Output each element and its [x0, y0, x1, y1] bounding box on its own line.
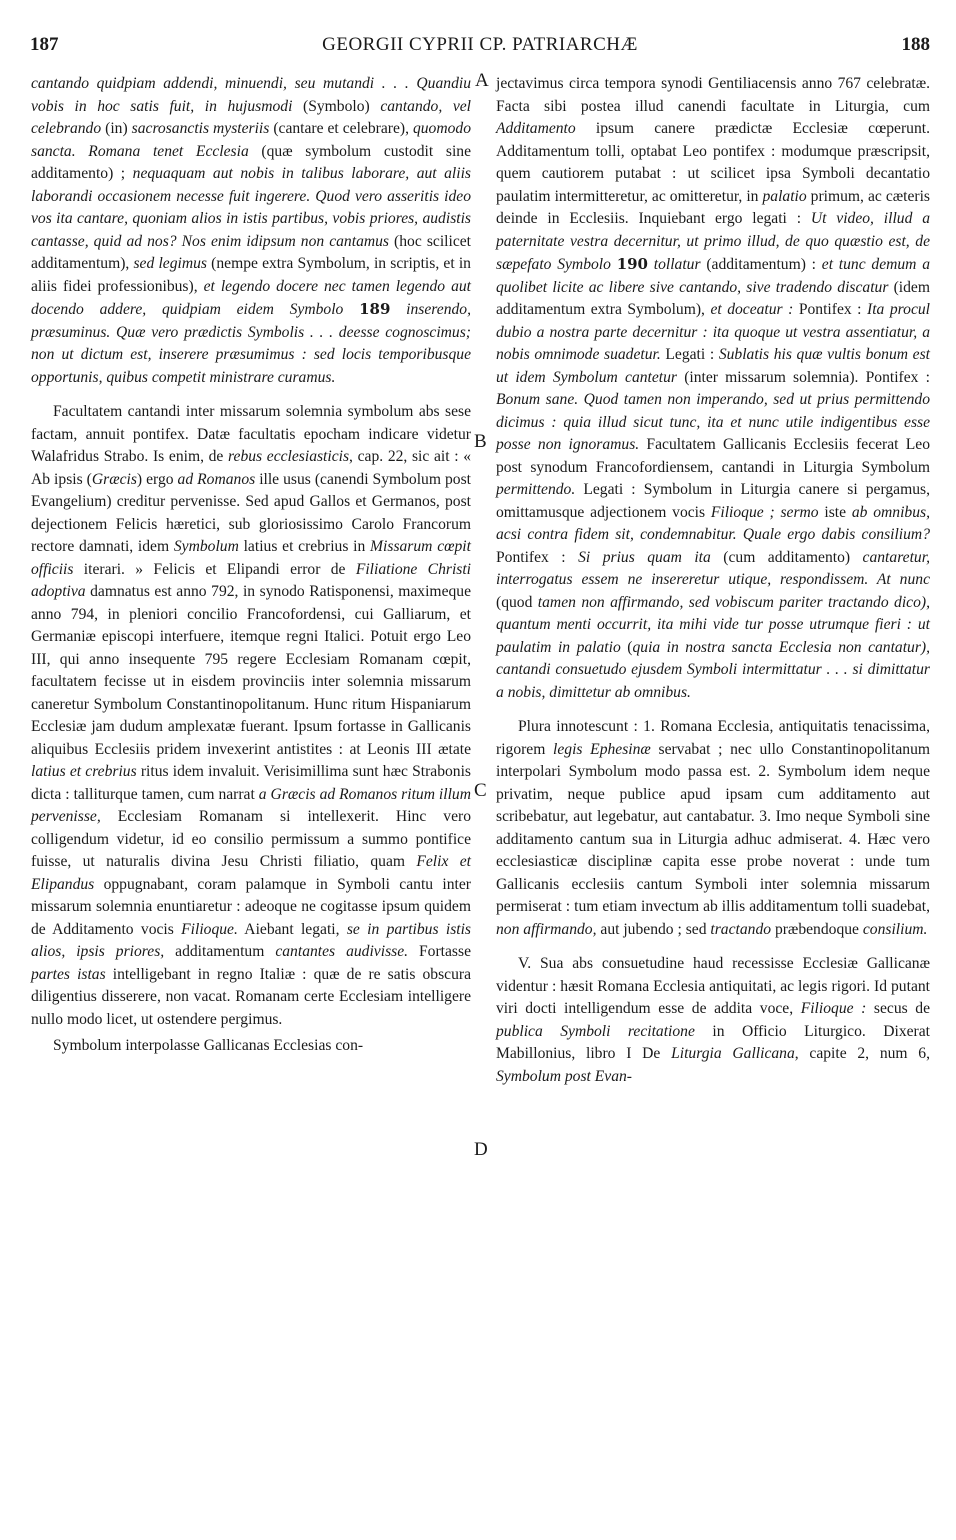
text-span: quia in nostra sancta Ecclesia non cantatur), cantandi consuetudo ejusdem Symboli intermittatur . . . si dimittatur a nobis, dimittetur ab omnibus. [496, 638, 931, 701]
text-span: et legendo docere nec tamen legendo aut docendo addere, quidpiam eidem Symbolo [31, 277, 471, 318]
text-span: (in) [101, 120, 132, 137]
text-span: in Officio Liturgico. Dixerat Mabillonius, libro I De [496, 1022, 930, 1062]
text-span: Plura innotescunt : 1. Romana Ecclesia, antiquitatis tenacissima, rigorem [496, 718, 930, 758]
text-span: (additamentum) : [700, 256, 822, 273]
running-title: GEORGII CYPRII CP. PATRIARCHÆ [322, 34, 638, 55]
text-span: Pontifex : [793, 301, 868, 318]
margin-marker-b: B [474, 431, 487, 452]
text-span: tamen non affirmando, sed vobiscum pariter tractando dico), quantum menti occurrit, ita mihi vide tur posse utrumque fieri : ut paulatim in palatio [496, 593, 930, 656]
text-span: primum, ac cæteris deinde in Ecclesiis. Inquiebant ergo legati : [496, 187, 930, 227]
text-span: iste [818, 503, 852, 521]
text-span: Missarum cœpit officiis [31, 538, 471, 578]
text-span: ab omnibus, acsi contra fidem sit, condemnabitur. Quale ergo dabis consilium? [496, 503, 930, 543]
right-paragraph-2 [496, 716, 930, 941]
text-span: ) ergo [136, 470, 178, 488]
text-span: Facultatem Gallicanis Ecclesiis fecerat Leo post synodum Francofordiensem, cantandi in Liturgia Symbolum [496, 436, 930, 476]
page-number-left: 187 [30, 34, 59, 55]
text-span: , capite 2, num 6, [794, 1045, 930, 1062]
text-span: Filiatione Christi adoptiva [31, 560, 472, 600]
text-span: , cap. 22, sic ait : « Ab ipsis ( [31, 448, 472, 488]
text-span: nequaquam aut nobis in talibus laborare, aut aliis laborandi occasionem necesse fuit ingerere. Quod vero asseritis ideo vos ita cantare, quoniam alios in istis partibus, vobis priores, audistis cantasse, quid ad nos? Nos enim idipsum non cantamus [31, 165, 471, 250]
margin-marker-d: D [474, 1139, 488, 1160]
text-span: jectavimus circa tempora synodi Gentiliacensis anno 767 celebratæ. Facta sibi postea illud canendi facultate in Liturgia, cum [496, 75, 930, 115]
text-span: (idem additamentum extra Symbolum), [496, 278, 930, 318]
text-span: ritus idem invaluit. Verisimillima sunt hæc Strabonis dicta : talliturque tamen, cum narrat [31, 763, 471, 803]
right-paragraph-1 [496, 73, 930, 704]
text-span: (hoc scilicet additamentum), [31, 232, 471, 272]
text-span: (Symbolo) [292, 97, 381, 115]
text-span: et doceatur : [710, 301, 794, 318]
text-span: rebus ecclesiasticis [228, 448, 350, 465]
text-span: secus de [866, 1000, 930, 1017]
text-span: ( [620, 638, 633, 656]
text-span: intelligebant in regno Italiæ : quæ de re satis obscura diligentius disserere, non vacat. Romanam certe Ecclesiam intelligere nullo modo licet, ut ostendere pergimus. [31, 965, 471, 1028]
text-span: a Græcis ad Romanos ritum illum pervenisse, [31, 785, 471, 825]
text-span: latius et crebrius in [238, 538, 371, 555]
text-span: ille usus (canendi Symbolum post Evangelium) creditur pervenisse. Sed apud Gallos et Germanos, post dejectionem Felicis hæretici, sub gloriosissimo Carolo Francorum rectore damnati, idem [31, 470, 471, 555]
text-span: Fortasse [408, 943, 471, 960]
text-span: præbendoque [771, 920, 863, 938]
text-span: Legati : Symbolum in Liturgia canere si pergamus, omittamusque adjectionem vocis [496, 481, 930, 521]
text-span: cantando quidpiam addendi, minuendi, seu mutandi . . . Quandiu vobis in hoc satis fuit, in hujusmodi [31, 75, 471, 115]
text-span: (nempe extra Symbolum, in scriptis, et in aliis fidei professionibus), [31, 255, 471, 295]
text-span: Facultatem cantandi inter missarum solemnia symbolum abs sese factam, annuit pontifex. Datæ facultatis epocham indicare videtur Walafridus Strabo. Is enim, de [31, 403, 471, 465]
left-paragraph-3 [31, 1035, 471, 1058]
text-span: legis Ephesinæ [553, 740, 651, 758]
text-span: permittendo. [496, 481, 576, 498]
text-span: Legati : [660, 346, 719, 363]
text-span: Filioque. [181, 920, 238, 938]
text-span: Græcis [91, 470, 137, 488]
text-span: cantando, vel celebrando [31, 97, 471, 137]
text-span: iterari. » Felicis et Elipandi error de [73, 560, 356, 578]
text-span: latius et crebrius [31, 763, 137, 780]
text-span: tractando [710, 920, 772, 938]
text-span: cantantes audivisse. [275, 943, 409, 960]
text-span: ipsum canere prædictæ Ecclesiæ cœperunt. Additamentum tolli, optabat Leo pontifex : modumque præscripsit, quem cautiorem putabat : ut scilicet ipsa Symboli decantatio paulatim intermitteretur, ac omitteretur, in [496, 120, 930, 205]
text-span: Liturgia Gallicana [671, 1045, 795, 1062]
text-span: tollatur [648, 256, 701, 273]
text-span: Filioque : [800, 1000, 867, 1017]
page-number-right: 188 [901, 34, 930, 55]
text-span: partes istas [31, 965, 106, 983]
text-span: quomodo sancta. Romana tenet Ecclesia [31, 120, 471, 160]
text-span: publica Symboli recitatione [496, 1022, 695, 1040]
text-span: Pontifex : [496, 548, 579, 566]
text-span: oppugnabant, coram palamque in Symboli cantu inter missarum solemnia enuntiaretur : adeoque ne cogitasse ipsum quidem de Additamento vocis [31, 875, 471, 938]
text-span: damnatus est anno 792, in synodo Ratisponensi, maximeque anno 794, in pleniori concilio Francofordensi, cui Galliarum, et Germaniæ episcopi interfuere, itemque regni Italici. Potuit ergo Leo III, qui anno insequente 795 regere Ecclesiam Romanam cœpit, facultatem fecisse ut in eisdem provinciis inter solemnia missarum caneretur Symbolum Constantinopolitanum. Hunc ritum Hispaniarum Ecclesiæ jam dudum amplexatæ fuerant. Ipsum fortasse in Gallicanis aliquibus Ecclesiis pridem invexerint antistites : at Leonis III ætate [31, 583, 471, 758]
text-span: Filioque ; sermo [710, 503, 819, 521]
text-span: (cum additamento) [710, 548, 863, 566]
right-paragraph-3 [496, 953, 930, 1088]
text-span: sed legimus [133, 255, 207, 272]
text-span: Ecclesiam Romanam si intellexerit. Hinc vero colligendum videtur, id eo consilio permissum a summo pontifice fuisse, ut naturalis divina Jesu Christi filiatio, quam [31, 808, 471, 870]
text-span: Sublatis his quæ vultis bonum est ut idem Symbolum cantetur [496, 346, 930, 386]
text-span: servabat ; nec ullo Constantinopolitanum interpolari Symbolum modo passa est. 2. Symbolum idem neque privatim, neque publice apud ipsam cum additamento aut scribebatur, aut legebatur, aut cantabatur. 3. Imo neque Symboli sine additamento cantum sua in Liturgia adhuc admiserat. 4. Hæc vero ecclesiasticæ disciplinæ capita esse probe noverat : unde tum Gallicanis ecclesiis cantum Symboli inter solemnia missarum permiserat : tum etiam invectum ab illis additamentum tolli suadebat, [496, 740, 930, 915]
text-span: et tunc demum a quolibet licite ac libere sive cantando, sive tradendo discatur [496, 256, 931, 296]
text-span: Additamento [496, 120, 576, 137]
left-paragraph-2 [31, 401, 471, 1031]
text-span: Si prius quam ita [578, 548, 711, 566]
text-span: additamentum [164, 943, 276, 960]
text-span: sacrosanctis mysteriis [131, 120, 270, 137]
left-paragraph-1 [31, 73, 471, 389]
margin-marker-a: A [475, 70, 489, 91]
page-header [30, 34, 930, 60]
text-span: Aiebant legati, [237, 920, 347, 938]
text-span: cantaretur, interrogatus essem ne insereretur utique, respondissem. At nunc [496, 548, 930, 588]
margin-marker-c: C [474, 780, 487, 801]
right-column [496, 73, 930, 1088]
text-span: V. Sua abs consuetudine haud recessisse Ecclesiæ Gallicanæ videntur : hæsit Romana Ecclesia antiquitati, ac legis rigori. Id putant viri docti intelligendum esse de addita voce, [496, 955, 930, 1017]
left-column [31, 73, 471, 1058]
text-span: (inter missarum solemnia). Pontifex : [677, 368, 930, 386]
text-span: palatio [762, 187, 807, 205]
text-span: (quod [496, 593, 538, 611]
text-span: consilium. [862, 920, 928, 938]
text-span: (quæ symbolum custodit sine additamento) ; [31, 142, 471, 182]
text-span: ad Romanos [177, 470, 256, 488]
text-span: Symbolum post Evan- [496, 1067, 632, 1085]
text-span: aut jubendo ; sed [596, 920, 711, 938]
text-span: Bonum sane. Quod tamen non imperando, sed ut prius permittendo dicimus : quia illud sicut tunc, ita et nunc utile indigentibus esse posse non ignoramus. [496, 391, 930, 453]
text-span: Felix et Elipandus [31, 853, 472, 893]
text-span: Symbolum [173, 538, 239, 555]
text-span: non affirmando, [496, 920, 597, 938]
text-span: (cantare et celebrare), [269, 120, 413, 137]
column-reference-number: 189 [359, 300, 391, 318]
text-span: inserendo, præsuminus. Quæ vero prædictis Symbolis . . . deesse cognoscimus; non ut dictum est, inserere præsumimus : sed locis temporibusque opportunis, quibus competit ministrare curamus. [31, 301, 472, 386]
text-span: Ita procul dubio a nostra parte decernitur : ita quoque ut vestra assentiatur, a nobis omnimode suadetur. [496, 301, 930, 363]
text-span: Symbolum interpolasse Gallicanas Ecclesias con- [53, 1037, 364, 1054]
column-reference-number: 190 [616, 255, 648, 273]
text-span: se in partibus istis alios, ipsis priores, [31, 920, 471, 960]
text-span: Ut video, illud a paternitate vestra decernitur, ut primo illud, de quo quæstio est, de sæpefato Symbolo [496, 210, 930, 273]
